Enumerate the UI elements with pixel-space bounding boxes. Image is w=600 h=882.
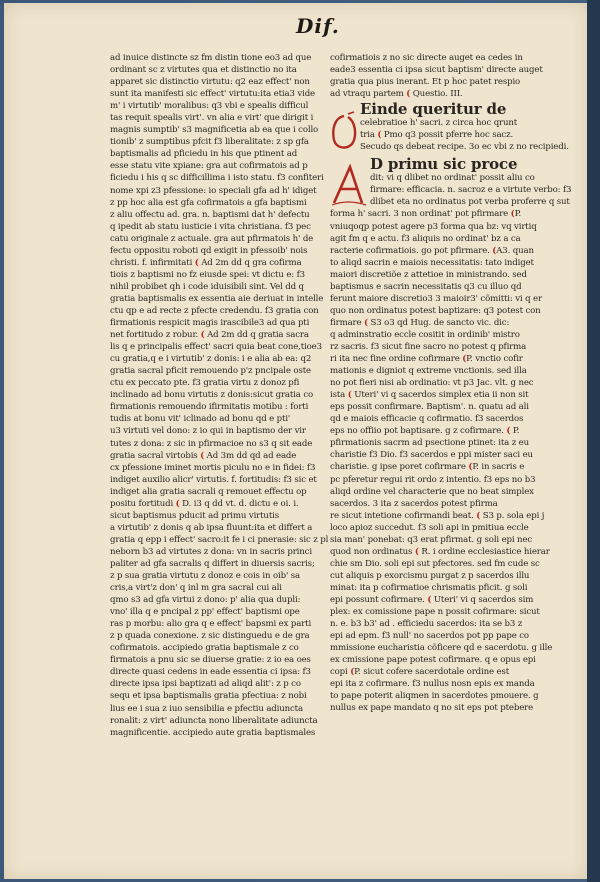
text-line: re sicut intetione cofirmandi beat. ( S3 p. sola epi j bbox=[330, 510, 545, 521]
paragraph-mark: ( bbox=[194, 257, 199, 268]
text-line: esse statu vite xpiane: gra aut cofirmatois ad p bbox=[110, 161, 308, 172]
text-line: tiois z baptismi no fz eiusde spei: vt dictu e: f3 bbox=[110, 269, 305, 280]
text-line: firmationis remouendo ifirmitatis motibu : forti bbox=[110, 402, 309, 413]
text-line: directe ipsa ipsi baptizati ad aliqd alit': z p co bbox=[110, 679, 301, 690]
text-line: to aliqd sacrin e maiois necessitatis: tato indiget bbox=[330, 257, 534, 268]
text-line: cu gratia,q e i virtutib' z donis: i e alia ab ea: q2 bbox=[110, 354, 312, 365]
text-line: nome xpi z3 pfessione: io speciali gfa ad h' idiget bbox=[110, 185, 317, 196]
text-line: eade3 essentia ci ipsa sicut baptism' directe auget bbox=[330, 65, 543, 76]
text-line: plex: ex comissione pape n possit cofirmare: sicut bbox=[330, 607, 540, 618]
text-line: neborn b3 ad virtutes z dona: vn in sacris princi bbox=[110, 546, 312, 557]
text-line: magnis sumptib' s3 magnificetia ab ea que i collo bbox=[110, 125, 319, 136]
text-line: epi ita z cofirmare. f3 nullus nosn epis ex manda bbox=[330, 679, 535, 690]
text-line: baptismalis ad pficiedu in his que ptinent ad bbox=[110, 149, 298, 160]
section-heading: Einde queritur de bbox=[360, 100, 507, 119]
text-line: qd e maiois efficacie q cofirmatio. f3 sacerdos bbox=[330, 414, 524, 425]
text-line: Secudo qs debeat recipe. 3o ec vbi z no recipiedi. bbox=[360, 142, 569, 153]
paragraph-mark: ( bbox=[200, 450, 205, 461]
text-line: ras p morbu: alio gra q e effect' bapsmi ex parti bbox=[110, 619, 312, 630]
paragraph-mark: ( bbox=[200, 330, 205, 341]
text-line: indiget alia gratia sacrali q remouet effectu op bbox=[110, 486, 307, 497]
text-line: tudis at bonu vit' iclinado ad bonu qd e pti' bbox=[110, 414, 291, 425]
text-line: ad inuice distincte sz fm distin tione eo3 ad que bbox=[110, 53, 312, 63]
text-line: cx pfessione iminet mortis piculu no e in fidei: f3 bbox=[110, 462, 316, 473]
text-line: mmissione eucharistia cõficere qd e sacerdotu. g ille bbox=[330, 643, 553, 654]
text-line: ficiedu i his q sc difficillima i isto statu. f3 confiteri bbox=[110, 173, 324, 184]
text-line: to pape poterit aliqmen in sacerdotes pmouere. g bbox=[330, 691, 539, 702]
text-line: z aliu offectu ad. gra. n. baptismi dat h' defectu bbox=[110, 209, 310, 220]
text-line: celebratioe h' sacri. z circa hoc qrunt bbox=[360, 118, 518, 129]
article-heading: D primu sic proce bbox=[370, 155, 518, 174]
text-line: aliqd ordine vel characterie que no beat simplex bbox=[330, 486, 534, 497]
text-line: positu fortitudi ( D. i3 q dd vt. d. dictu e oi. i. bbox=[110, 498, 299, 509]
text-line: loco apioz succedut. f3 soli api in pmitiua eccle bbox=[330, 522, 529, 533]
text-line: magnificentie. accipiedo aute gratia baptismales bbox=[110, 727, 316, 738]
paragraph-mark: ( bbox=[476, 510, 481, 521]
text-line: ordinant sc z virtutes qua et distinctio no ita bbox=[110, 65, 297, 76]
text-line: firmationis respicit magis irascibile3 ad qua pti bbox=[110, 318, 310, 329]
paragraph-mark: ( bbox=[510, 209, 515, 220]
text-line: maiori discretiõe z attetioe in ministrando. sed bbox=[330, 269, 527, 280]
text-line: catu originale z actuale. gra aut pfirmatois h' de bbox=[110, 233, 314, 244]
text-line: nihil probibet qh i code iduisibili sint. Vel dd q bbox=[110, 281, 304, 292]
text-line: n. e. b3 b3' ad . efficiedu sacerdos: ita se b3 z bbox=[330, 619, 523, 630]
paragraph-mark: ( bbox=[175, 498, 180, 509]
text-line: cris,a virt'z don' q inl m gra sacral cui ali bbox=[110, 583, 282, 594]
text-line: ri ita nec fine ordine cofirmare (P. vnctio cofir bbox=[330, 354, 523, 365]
text-line: eps possit confirmare. Baptism'. n. quatu ad ali bbox=[330, 402, 529, 413]
text-line: cut aliquis p exorcismu purgat z p sacerdos illu bbox=[330, 570, 530, 581]
text-line: ista ( Uteri' vi q sacerdos simplex etia ii non sit bbox=[330, 390, 529, 401]
initial-a-decoration bbox=[330, 163, 368, 207]
text-line: m' i virtutib' moralibus: q3 vbi e spealis difficul bbox=[110, 101, 309, 112]
text-line: tria ( Pmo q3 possit pferre hoc sacz. bbox=[360, 130, 514, 141]
text-line: sequ et ipsa baptismalis gratia pfectiua: z nobi bbox=[110, 691, 307, 702]
left-column bbox=[110, 52, 329, 739]
text-line: christi. f. infirmitati ( Ad 2m dd q gra cofirma bbox=[110, 257, 302, 268]
text-line: charistie f3 Dio. f3 sacerdos e ppi mister saci eu bbox=[330, 450, 533, 461]
text-line: quo non ordinatus potest baptizare: q3 potest con bbox=[330, 305, 541, 316]
text-line: chie sm Dio. soli epi sut pfectores. sed fm cude sc bbox=[330, 558, 540, 569]
text-line: quod non ordinatus ( R. i ordine ecclesiastice hierar bbox=[330, 546, 550, 557]
text-line: gratia sacral pficit remouendo p'z pncipale oste bbox=[110, 366, 311, 377]
text-line: charistie. g ipse poret cofirmare (P. in sacris e bbox=[330, 462, 525, 473]
text-line: lius ee i sua z iuo sensibilia e pfectiu adiuncta bbox=[110, 703, 303, 714]
text-line: no pot fieri nisi ab ordinatio: vt p3 Jac. vlt. g nec bbox=[330, 378, 534, 389]
text-line: tutes z dona: z sic in pfirmacioe no s3 q sit eade bbox=[110, 438, 313, 449]
text-line: cofirmatiois z no sic directe auget ea cedes in bbox=[330, 53, 523, 63]
running-header: Dif. bbox=[296, 14, 340, 38]
text-line: dit: vi q dlibet no ordinat' possit aliu co bbox=[370, 173, 535, 184]
text-line: a virtutib' z donis q ab ipsa fluunt:ita et differt a bbox=[110, 522, 313, 533]
text-line: firmare ( S3 o3 qd Hug. de sancto vic. dic: bbox=[330, 317, 510, 328]
text-line: gratia baptismalis ex essentia aie deriuat in intelle bbox=[110, 293, 324, 304]
text-line: epi possunt cofirmare. ( Uteri' vi q sacerdos sim bbox=[330, 594, 534, 605]
text-line: net fortitudo z robur. ( Ad 2m dd q gratia sacra bbox=[110, 330, 309, 341]
text-line: indiget auxilio alicr' virtutis. f. fortitudis: f3 sic et bbox=[110, 474, 317, 485]
text-line: z pp hoc alia est gfa cofirmatois a gfa baptismi bbox=[110, 197, 307, 208]
text-line: paliter ad gfa sacralis q differt in diuersis sacris; bbox=[110, 558, 315, 569]
text-line: pfirmationis sacrm ad psectione ptinet: ita z eu bbox=[330, 438, 529, 449]
text-line: rz sacris. f3 sicut fine sacro no potest q pfirma bbox=[330, 341, 527, 352]
paragraph-mark: ( bbox=[492, 245, 497, 256]
text-line: ctu qp e ad recte z pfecte credendu. f3 gratia con bbox=[110, 305, 319, 316]
paragraph-mark: ( bbox=[414, 546, 419, 557]
paragraph-mark: ( bbox=[350, 667, 355, 678]
text-line: q adminstratio eccle cositit in ordinib' mistro bbox=[330, 329, 520, 340]
paragraph-mark: ( bbox=[347, 390, 352, 401]
text-line: pc pferetur regui rit ordo z intentio. f3 eps no b3 bbox=[330, 474, 536, 485]
text-line: gratia q epp i effect' sacro:it fe i ci pnerasie: sic z pl bbox=[110, 534, 329, 545]
text-line: firmare: efficacia. n. sacroz e a virtute verbo: f3 bbox=[370, 185, 572, 196]
text-line: vniuqoqp potest agere p3 forma qua bz: vq virtiq bbox=[330, 221, 537, 232]
text-line: ex cmissione pape potest cofirmare. q e opus epi bbox=[330, 655, 536, 666]
right-column bbox=[330, 52, 572, 714]
text-line: tas requit spealis virt'. vn alia e virt' que dirigit i bbox=[110, 113, 314, 124]
text-line: racterie cofirmatiois. go pot pfirmare. (A3. quan bbox=[330, 245, 534, 256]
text-line: sia man' ponebat: q3 erat pfirmat. g soli epi nec bbox=[330, 534, 533, 545]
text-line: forma h' sacri. 3 non ordinat' pot pfirmare (P. bbox=[330, 209, 522, 220]
text-line: fectu oppositu roboti qd exigit in pfessoib' nois bbox=[110, 245, 308, 256]
text-line: sicut baptismus pducit ad primu virtutis bbox=[110, 510, 279, 521]
text-line: ronalit: z virt' adiuncta nono liberalitate adiuncta bbox=[110, 715, 318, 726]
paragraph-mark: ( bbox=[506, 426, 511, 437]
text-line: u3 virtuti vel dono: z io qui in baptismo der vir bbox=[110, 426, 306, 437]
text-line: ferunt maiore discretio3 3 maioir3' cõmitti: vi q er bbox=[330, 293, 542, 304]
text-line: agit fm q e actu. f3 aliquis no ordinat' bz a ca bbox=[330, 233, 521, 244]
text-line: tionib' z sumptibus pfcit f3 liberalitate: z sp gfa bbox=[110, 137, 309, 148]
text-line: directe quasi cedens in eade essentia ci ipsa: f3 bbox=[110, 667, 311, 678]
page-gutter bbox=[587, 0, 600, 882]
text-line: z p sua gratia virtutu z donoz e cois in oib' sa bbox=[110, 571, 300, 582]
text-line: inclinado ad bonu virtutis z donis:sicut gratia co bbox=[110, 390, 314, 401]
text-line: ad vtraqu partem ( Questio. III. bbox=[330, 89, 463, 100]
initial-o-decoration bbox=[330, 112, 358, 152]
text-line: ctu ex peccato pte. f3 gratia virtu z donoz pfi bbox=[110, 378, 300, 389]
text-line: apparet sic distinctio virtutu: q2 eaz effect' non bbox=[110, 77, 310, 88]
text-line: nullus ex pape mandato q no sit eps pot ptebere bbox=[330, 703, 534, 714]
text-line: gratia qua pius inerant. Et p hoc patet respio bbox=[330, 77, 521, 88]
text-line: sunt ita manifesti sic effect' virtutu:ita etia3 vide bbox=[110, 89, 315, 100]
paragraph-mark: ( bbox=[468, 462, 473, 473]
paragraph-mark: ( bbox=[364, 317, 368, 328]
text-line: baptismus e sacrin necessitatis q3 cu illuo qd bbox=[330, 281, 522, 292]
text-line: eps no offiio pot baptisare. g z cofirmare. ( P. bbox=[330, 426, 520, 437]
text-line: copi (P. sicut cofere sacerdotale ordine est bbox=[330, 667, 510, 678]
text-line: qmo s3 ad gfa virtui z dono: p' alia qua dupli: bbox=[110, 595, 301, 606]
paragraph-mark: ( bbox=[462, 354, 467, 365]
text-line: cofirmatois. accipiedo gratia baptismale z co bbox=[110, 643, 299, 654]
text-line: mationis e digniot q extreme vnctionis. sed illa bbox=[330, 366, 527, 377]
text-line: vno' illa q e pncipal z pp' effect' baptismi ope bbox=[110, 607, 300, 618]
text-line: sacerdos. 3 ita z sacerdos potest pfirma bbox=[330, 498, 498, 509]
text-line: minat: ita p cofirmatioe chrismatis pficit. g soli bbox=[330, 582, 528, 593]
text-line: lis q e principalis effect' sacri quia beat cone,tioe3 bbox=[110, 342, 322, 353]
text-line: firmatois a pnu sic se diuerse gratie: z io ea oes bbox=[110, 655, 311, 666]
paragraph-mark: ( bbox=[406, 89, 411, 100]
text-line: z p quada conexione. z sic distinguedu e de gra bbox=[110, 631, 310, 642]
paragraph-mark: ( bbox=[427, 594, 432, 605]
text-line: dlibet eta no ordinatus pot verba proferre q sut bbox=[370, 197, 570, 208]
text-line: q ipedit ab statu iusticie i vita christiana. f3 pec bbox=[110, 221, 311, 232]
paragraph-mark: ( bbox=[377, 130, 382, 141]
text-line: epi ad epm. f3 null' no sacerdos pot pp pape co bbox=[330, 631, 529, 642]
text-line: gratia sacral virtobis ( Ad 3m dd qd ad eade bbox=[110, 450, 297, 461]
